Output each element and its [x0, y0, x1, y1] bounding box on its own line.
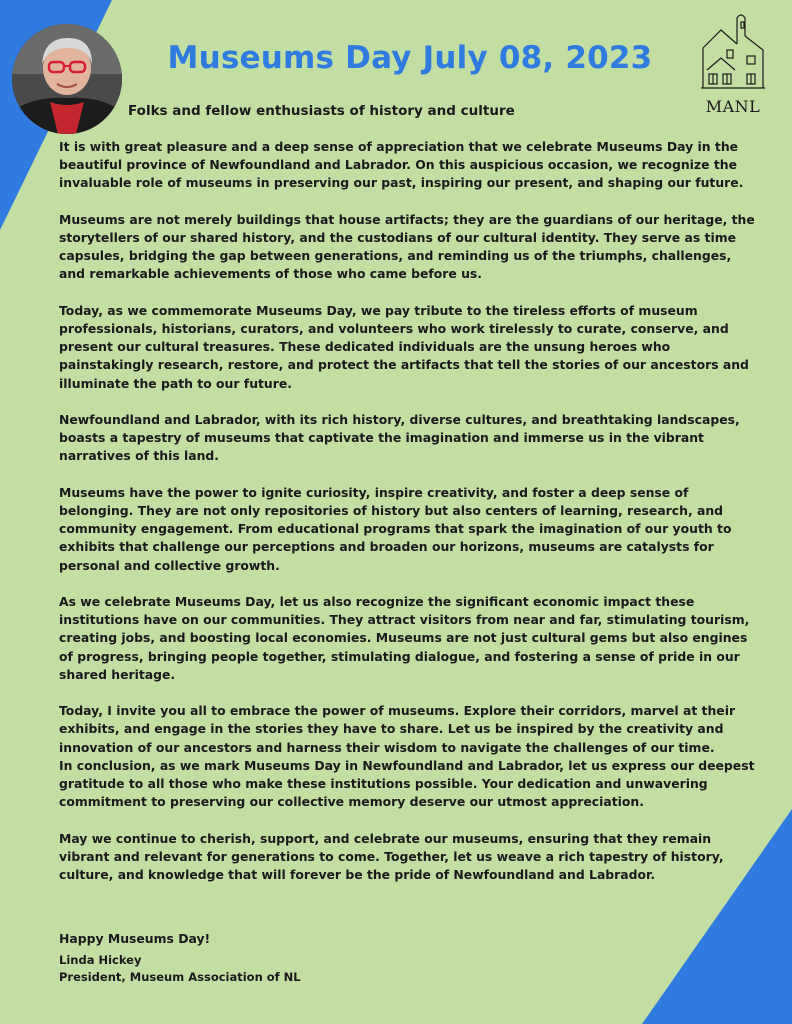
signature-name: Linda Hickey — [59, 953, 142, 967]
paragraph: Today, as we commemorate Museums Day, we pay tribute to the tireless efforts of museum professionals, historians, curators, and volunteers who work tirelessly to curate, conserve, and present our cultural treasures. These dedicated individuals are the unsung heroes who painstakingly research, restore, and protect the artifacts that tell the stories of our ancestors and illuminate the path to our future. — [59, 302, 749, 391]
paragraph: As we celebrate Museums Day, let us also recognize the significant economic impact these institutions have on our communities. They attract visitors from near and far, stimulating tourism, creating jobs, and boosting local economies. Museums are not just cultural gems but also engines of progress, bringing people together, stimulating dialogue, and fostering a sense of pride in our shared heritage. — [59, 594, 750, 682]
author-portrait — [12, 24, 122, 134]
paragraph: Museums are not merely buildings that house artifacts; they are the guardians of our heritage, the storytellers of our shared history, and the custodians of our cultural identity. They serve as time capsules, bridging the gap between generations, and reminding us of the triumphs, challenges, and remarkable achievements of those who came before us. — [59, 211, 755, 282]
paragraph: Museums have the power to ignite curiosity, inspire creativity, and foster a deep sense of belonging. They are not only repositories of history but also centers of learning, research, and community engagement. From educational programs that spark the imagination of our youth to exhibits that challenge our perceptions and broaden our horizons, museums are catalysts for personal and collective growth. — [59, 484, 732, 573]
page-title: Museums Day July 08, 2023 — [167, 40, 653, 76]
paragraph: Newfoundland and Labrador, with its rich history, diverse cultures, and breathtaking landscapes, boasts a tapestry of museums that captivate the imagination and immerse us in the vibrant narratives of this land. — [59, 412, 740, 464]
signature-block — [59, 952, 301, 986]
signature-role: President, Museum Association of NL — [59, 970, 301, 984]
letter-body — [59, 138, 759, 902]
paragraph: It is with great pleasure and a deep sense of appreciation that we celebrate Museums Day in the beautiful province of Newfoundland and Labrador. On this auspicious occasion, we recognize the invaluable role of museums in preserving our past, inspiring our present, and shaping our future. — [59, 139, 744, 191]
closing-greeting: Happy Museums Day! — [59, 931, 211, 946]
manl-logo-text: MANL — [705, 97, 761, 116]
paragraph: May we continue to cherish, support, and celebrate our museums, ensuring that they remain vibrant and relevant for generations to come. Together, let us weave a rich tapestry of history, culture, and knowledge that will forever be the pride of Newfoundland and Labrador. — [59, 830, 724, 883]
paragraph: Today, I invite you all to embrace the power of museums. Explore their corridors, marvel at their exhibits, and engage in the stories they have to share. Let us be inspired by the creativity and innovation of our ancestors and harness their wisdom to navigate the challenges of our time. — [59, 703, 736, 755]
paragraph: In conclusion, as we mark Museums Day in Newfoundland and Labrador, let us express our deepest gratitude to all those who make these institutions possible. Your dedication and unwavering commitment to preserving our collective memory deserve our utmost appreciation. — [59, 757, 755, 810]
salutation: Folks and fellow enthusiasts of history and culture — [128, 103, 515, 119]
